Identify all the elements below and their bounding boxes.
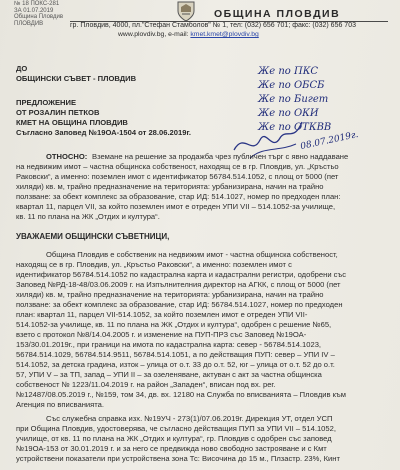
body-line: училище, от кв. 11 по плана на ЖК „Отдих и култура“, гр. Пловдив с одобрен със заповед [16, 434, 332, 443]
registration-stamp [14, 1, 63, 27]
body-line: при Община Пловдив, удостоверява, че съгласно действащия ПУП за УПИ VII – 514.1052, [16, 424, 336, 433]
body-line: план: квартал 11, парцел VII-514.1052, за който поземлен имот е отреден УПИ VII- [16, 310, 308, 319]
handwritten-note: Же по ПКС [258, 66, 319, 77]
handwritten-note: Же по ОБСБ [258, 80, 325, 91]
body-line: Със служебна справка изх. №19УЧ - 273(1)/07.06.2019г. Дирекция УТ, отдел УСП [46, 414, 333, 423]
stamp-line: № 18 ПОКС-281 [14, 1, 60, 7]
body-line: ползване: за обект комплекс за образование, стар ИД: 56784.514.1027, номер по предходен [16, 300, 343, 309]
subject-line: квартал 11, парцел VII, за който поземлен имот е отреден УПИ VII – 514.1052-за училище, [16, 202, 336, 211]
body-line: взето с протокол №8/14.04.2005 г. и изменение на ПУП-ПРЗ със Заповед №19ОА- [16, 330, 307, 339]
proposal-from: ОТ РОЗАЛИН ПЕТКОВ [16, 108, 100, 117]
recipient-to: ДО [16, 64, 28, 73]
stamp-line: Община Пловдив [14, 14, 64, 20]
website-text: www.plovdiv.bg, e-mail: [118, 31, 191, 38]
handwritten-date: 08.07.2019г. [299, 129, 360, 153]
subject-line: Раковски“, а именно: поземлен имот с идентификатор 56784.514.1052, с площ от 5000 (пет [16, 172, 339, 181]
body-line: 514.1052, за детска градина, изток – улица от о.т. 33 до о.т. 52, юг – улица от о.т. 52 до о.т. [16, 360, 335, 369]
salutation: УВАЖАЕМИ ОБЩИНСКИ СЪВЕТНИЦИ, [16, 232, 170, 241]
recipient-name: ОБЩИНСКИ СЪВЕТ - ПЛОВДИВ [16, 74, 137, 83]
body-line: Заповед №РД-18-48/03.06.2009 г. на Изпълнителния директор на АГКК, с площ от 5000 (пет [16, 280, 341, 289]
subject-line: ползване: за обект комплекс за образование, стар ИД: 514.1027, номер по предходен план: [16, 192, 341, 201]
handwritten-note: Же по ОКИ [258, 108, 319, 119]
organization-name: ОБЩИНА ПЛОВДИВ [214, 8, 341, 20]
body-line: идентификатор 56784.514.1052 по кадастрална карта и кадастрални регистри, одобрени със [16, 270, 347, 279]
body-line: 56784.514.1029, 56784.514.9511, 56784.514.1051, а по действащия ПУП: север – УПИ IV – [16, 350, 335, 359]
handwritten-note: Же по Бигет [258, 94, 329, 105]
body-line: №12487/08.05.2019 г., №159, том 34, дв. вх. 12180 на Служба по вписванията – Пловдив към [16, 390, 346, 399]
subject-line: кв. 11 по плана на ЖК „Отдих и култура“. [16, 212, 160, 221]
body-line: №19ОА-153 от 30.01.2019 г. и за него се предвижда ново свободно застрояване и с Кмт [16, 444, 327, 453]
body-line: собственост № 1223/11.04.2019 г. на район „Западен“, вписан под вх. рег. [16, 380, 276, 389]
email-link[interactable]: kmet.kmet@plovdiv.bg [190, 31, 259, 38]
stamp-line: ЗА 01.07.2019 [14, 7, 54, 14]
body-line: Община Пловдив е собственик на недвижим имот - частна общинска собственост, [46, 250, 338, 259]
handwritten-note: Же по ОТКВВ [258, 122, 332, 133]
header-address: гр. Пловдив, 4000, пл."Стефан Стамболов" № 1, тел: (032) 656 701; факс: (032) 656 703 [70, 22, 356, 29]
subject-line: хиляди) кв. м, трайно предназначение на територията: урбанизирана, начин на трайно [16, 182, 324, 191]
subject-label: ОТНОСНО: [46, 152, 88, 161]
body-line: устройствени показатели при устройствена зона Тс: Височина до 15 м., Плзастр. 23%, Кинт [16, 454, 340, 463]
stamp-line: ПЛОВДИВ [14, 20, 44, 27]
body-line: Агенция по вписванията. [16, 400, 104, 409]
proposal-title: ПРЕДЛОЖЕНИЕ [16, 98, 77, 107]
coat-of-arms-icon [176, 0, 196, 22]
body-line: 153/30.01.2019г., при граници на имота по кадастрална карта: север - 56784.514.1023, [16, 340, 322, 349]
header-contacts [118, 31, 259, 38]
body-line: хиляди) кв. м, трайно предназначение на територията: урбанизирана, начин на трайно [16, 290, 324, 299]
proposal-role: КМЕТ НА ОБЩИНА ПЛОВДИВ [16, 118, 128, 127]
subject-line: на недвижим имот – частна общинска собственост, находящ се в гр. Пловдив, ул. „Кръстьо [16, 162, 339, 171]
proposal-order: Съгласно Заповед №19ОА-1504 от 28.06.2019г. [16, 128, 191, 137]
subject-line: Вземане на решение за продажба чрез публичен търг с явно наддаване [92, 152, 349, 161]
body-line: 57, УПИ V – за ТП, запад – УПИ II – за озеленяване, актуван с акт за частна общинска [16, 370, 322, 379]
body-line: 514.1052-за училище, кв. 11 по плана на ЖК „Отдих и култура“, одобрен с решение №65, [16, 320, 332, 329]
body-line: находящ се в гр. Пловдив, ул. „Кръстьо Раковски“, а именно: поземлен имот с [16, 260, 292, 269]
